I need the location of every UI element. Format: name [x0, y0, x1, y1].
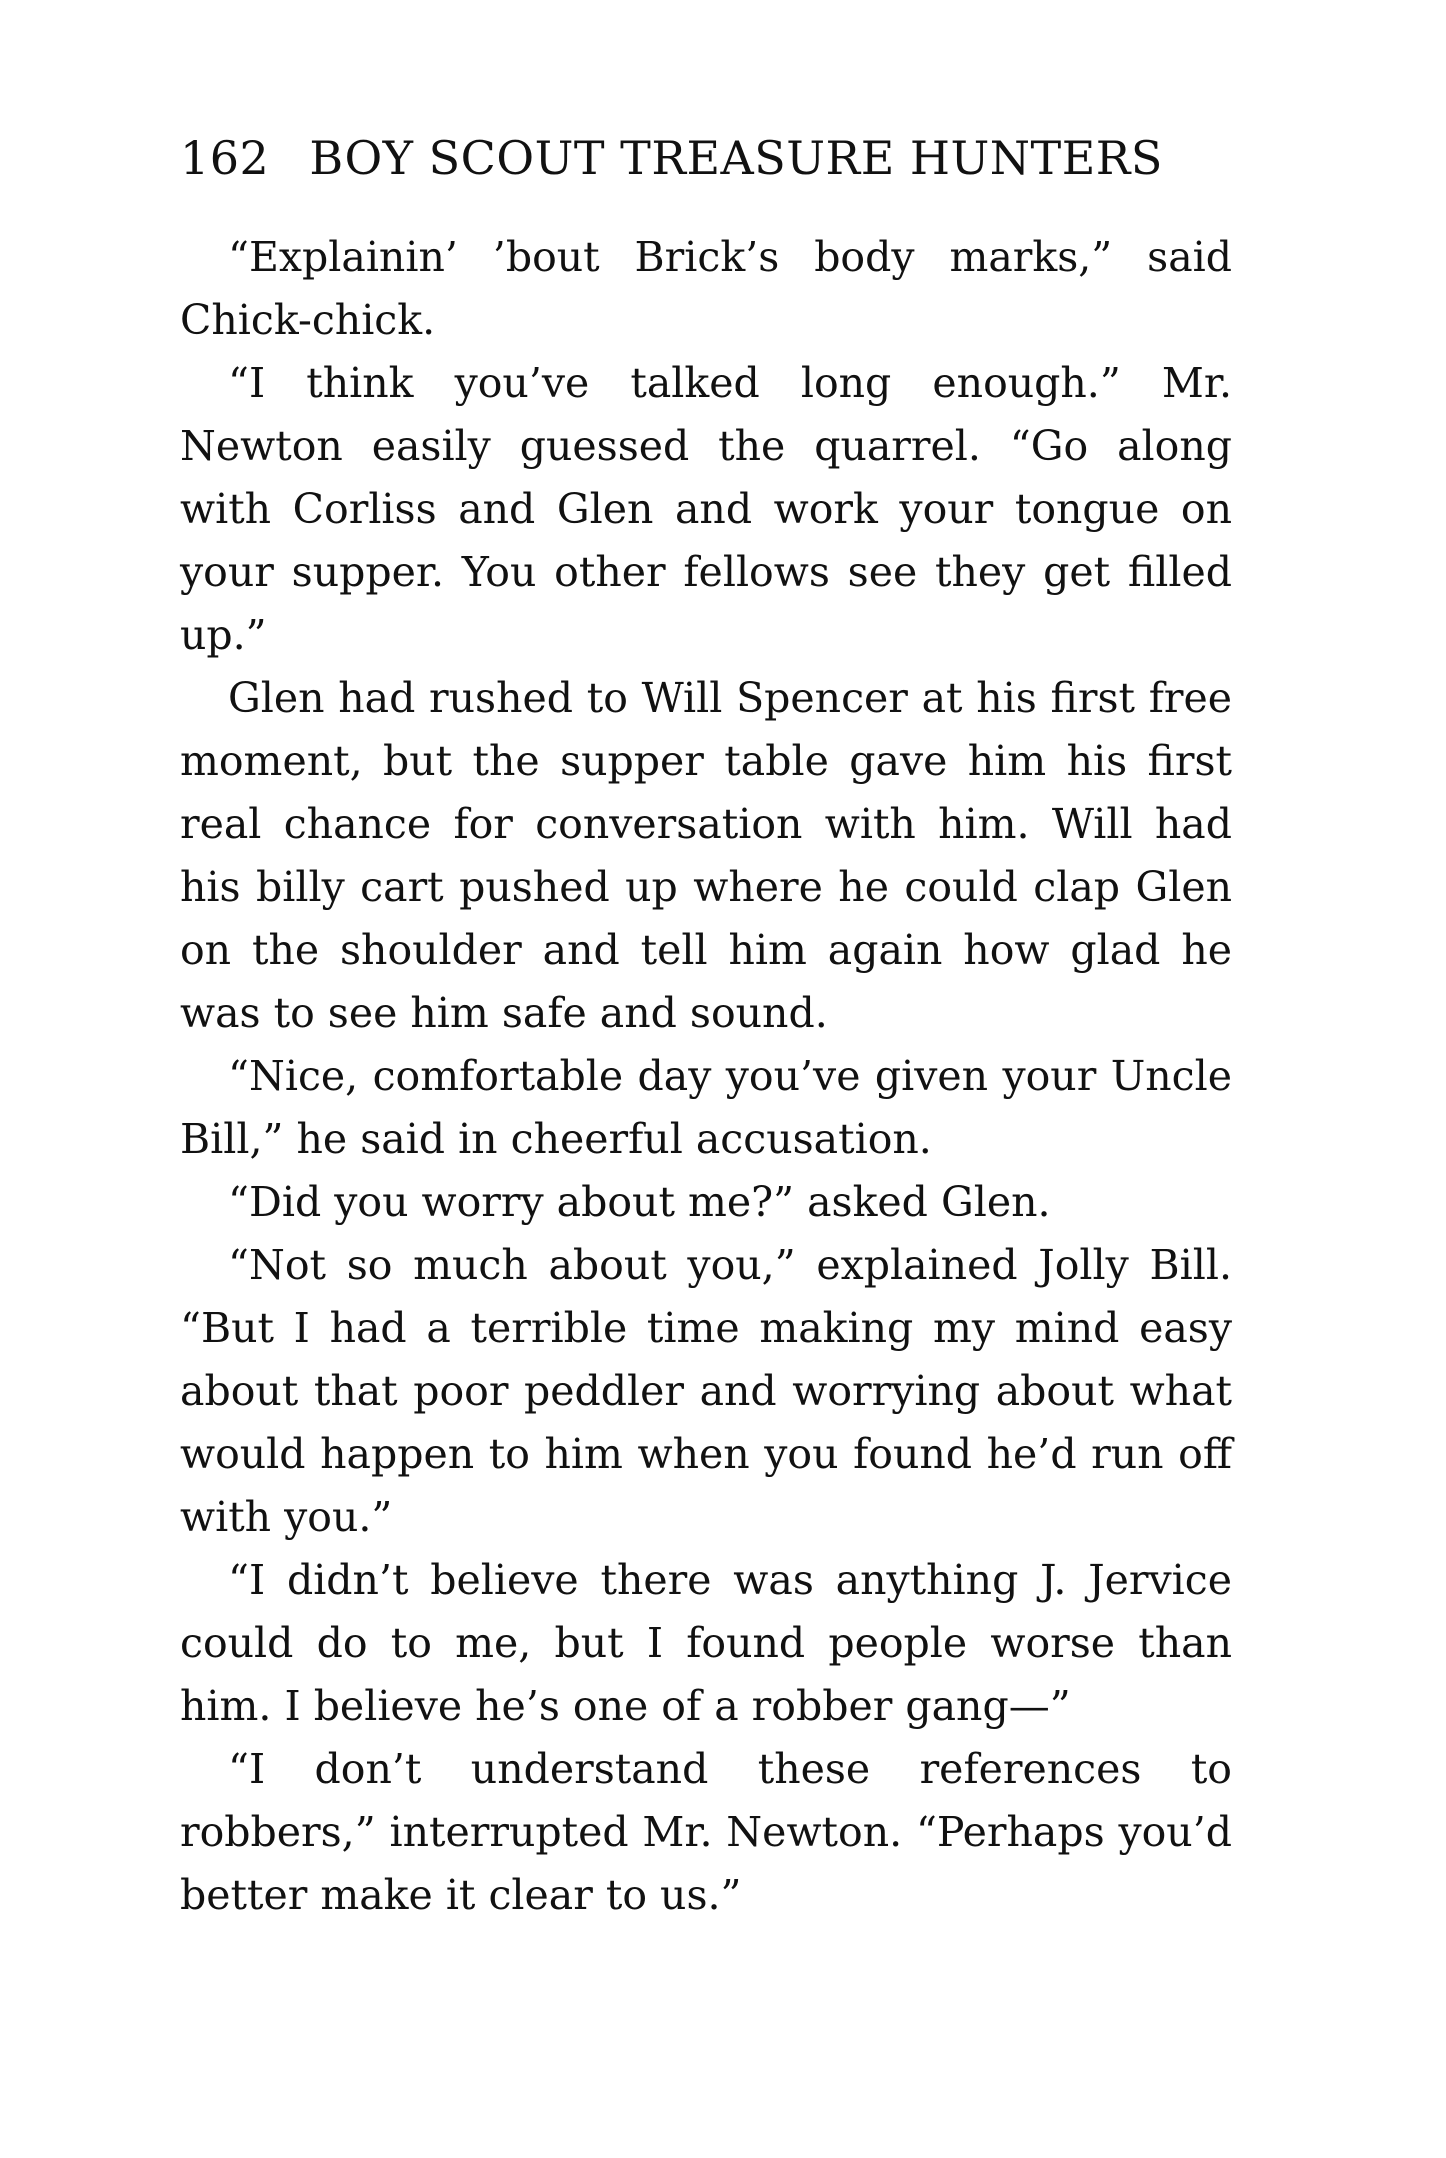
page-number: 162 [180, 131, 270, 185]
running-title: BOY SCOUT TREASURE HUNTERS [309, 131, 1163, 185]
paragraph: “I don’t understand these references to robbers,” interrupted Mr. Newton. “Perhaps you’d better make it clear to us.” [180, 1745, 1232, 1919]
paragraph: Glen had rushed to Will Spencer at his first free moment, but the supper table gave him his first real chance for conversation with him. Will had his billy cart pushed up where he could clap Glen on the shoulder and tell him again how glad he was to see him safe and sound. [180, 674, 1232, 1037]
paragraph: “Did you worry about me?” asked Glen. [228, 1178, 1051, 1226]
paragraph: “Explainin’ ’bout Brick’s body marks,” said Chick-chick. [180, 233, 1232, 344]
body-text [180, 226, 1232, 1927]
paragraph: “Not so much about you,” explained Jolly Bill. “But I had a terrible time making my mind easy about that poor peddler and worrying about what would happen to him when you found he’d run off with you.” [180, 1241, 1232, 1541]
paragraph: “Nice, comfortable day you’ve given your Uncle Bill,” he said in cheerful accusation. [180, 1052, 1232, 1163]
paragraph: “I didn’t believe there was anything J. Jervice could do to me, but I found people worse than him. I believe he’s one of a robber gang—” [180, 1556, 1232, 1730]
page-header [180, 128, 1232, 188]
paragraph: “I think you’ve talked long enough.” Mr. Newton easily guessed the quarrel. “Go along with Corliss and Glen and work your tongue on your supper. You other fellows see they get filled up.” [180, 359, 1232, 659]
